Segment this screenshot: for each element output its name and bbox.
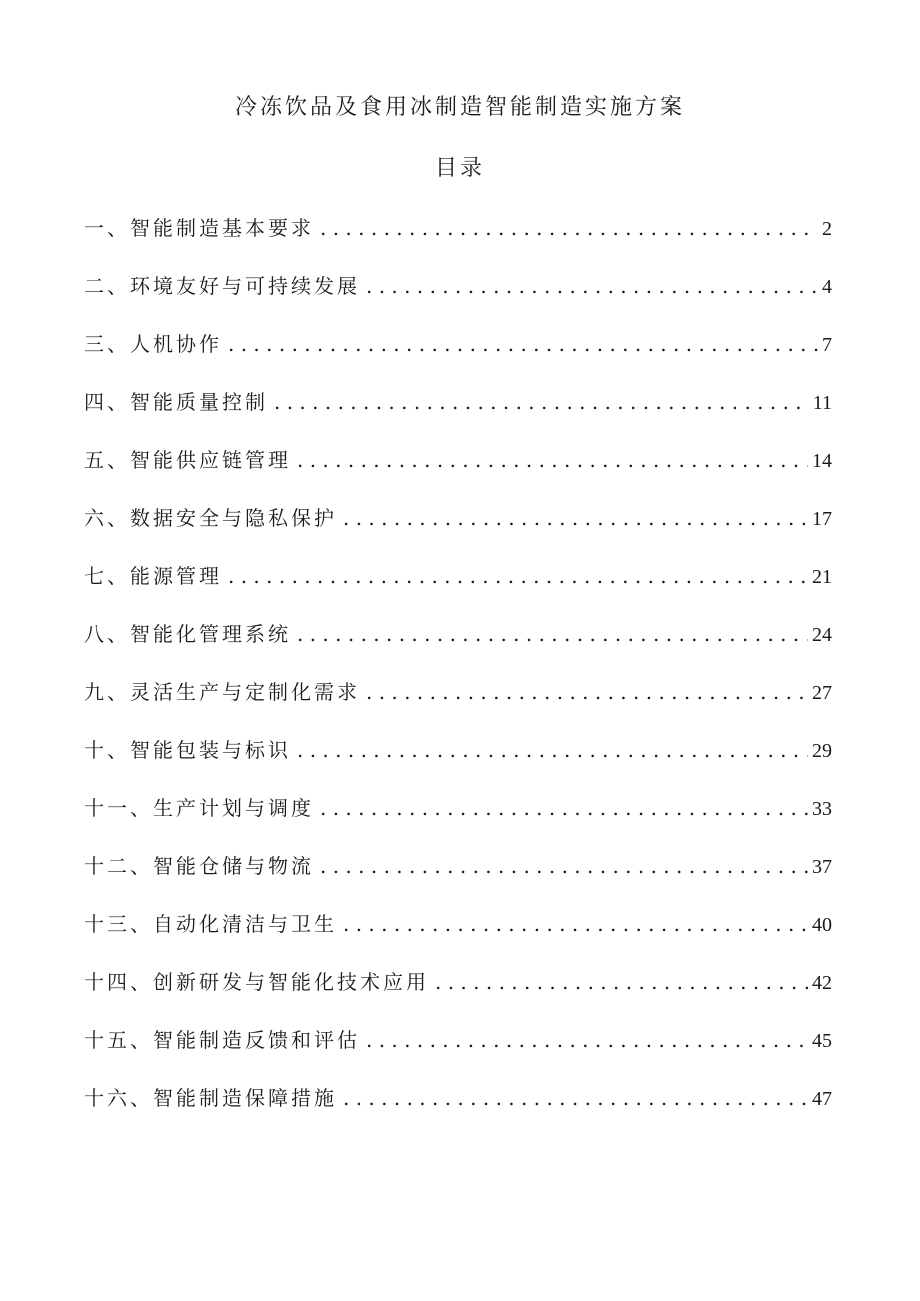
toc-entry-label: 七、能源管理 [84, 564, 222, 588]
toc-entry[interactable] [84, 676, 832, 734]
toc-entry-page: 45 [812, 1030, 832, 1052]
toc-entry-label: 四、智能质量控制 [84, 390, 268, 414]
toc-entry[interactable] [84, 270, 832, 328]
toc-entry[interactable] [84, 966, 832, 1024]
toc-entry[interactable] [84, 444, 832, 502]
toc-entry-page: 11 [812, 392, 832, 414]
toc-entry[interactable] [84, 792, 832, 850]
toc-dot-leader [297, 734, 808, 766]
toc-entry-page: 4 [822, 276, 832, 298]
toc-entry-label: 十一、生产计划与调度 [84, 796, 314, 820]
toc-entry-page: 7 [822, 334, 832, 356]
toc-entry-label: 五、智能供应链管理 [84, 448, 291, 472]
toc-entry-page: 29 [812, 740, 832, 762]
toc-entry[interactable] [84, 502, 832, 560]
toc-entry[interactable] [84, 328, 832, 386]
toc-heading: 目录 [434, 156, 485, 181]
toc-dot-leader [435, 966, 808, 998]
toc-dot-leader [320, 212, 818, 244]
toc-entry[interactable] [84, 560, 832, 618]
toc-dot-leader [274, 386, 809, 418]
toc-entry-page: 37 [812, 856, 832, 878]
toc-entry-page: 42 [812, 972, 832, 994]
toc-dot-leader [228, 560, 808, 592]
toc-entry-label: 十五、智能制造反馈和评估 [84, 1028, 360, 1052]
toc-dot-leader [297, 444, 808, 476]
toc-entry-page: 17 [812, 508, 832, 530]
toc-dot-leader [320, 850, 808, 882]
document-title: 冷冻饮品及食用冰制造智能制造实施方案 [234, 95, 685, 120]
toc-entry-page: 47 [812, 1088, 832, 1110]
toc-entry-label: 八、智能化管理系统 [84, 622, 291, 646]
toc-entry-page: 40 [812, 914, 832, 936]
toc-entry-label: 九、灵活生产与定制化需求 [84, 680, 360, 704]
toc-entry-label: 十、智能包装与标识 [84, 738, 291, 762]
toc-dot-leader [297, 618, 808, 650]
toc-entry[interactable] [84, 734, 832, 792]
toc-entry[interactable] [84, 850, 832, 908]
toc-entry[interactable] [84, 212, 832, 270]
toc-entry-page: 14 [812, 450, 832, 472]
table-of-contents [84, 212, 832, 1140]
toc-dot-leader [343, 502, 808, 534]
toc-entry[interactable] [84, 908, 832, 966]
toc-entry[interactable] [84, 1024, 832, 1082]
toc-entry-page: 27 [812, 682, 832, 704]
toc-entry-label: 一、智能制造基本要求 [84, 216, 314, 240]
toc-entry-page: 21 [812, 566, 832, 588]
toc-entry-page: 33 [812, 798, 832, 820]
toc-entry-label: 十三、自动化清洁与卫生 [84, 912, 337, 936]
toc-entry-label: 十二、智能仓储与物流 [84, 854, 314, 878]
toc-dot-leader [343, 1082, 808, 1114]
toc-entry[interactable] [84, 386, 832, 444]
toc-entry-page: 2 [822, 218, 832, 240]
toc-entry-label: 六、数据安全与隐私保护 [84, 506, 337, 530]
toc-entry-label: 十四、创新研发与智能化技术应用 [84, 970, 429, 994]
toc-dot-leader [228, 328, 818, 360]
toc-entry-page: 24 [812, 624, 832, 646]
toc-dot-leader [366, 1024, 808, 1056]
toc-entry-label: 二、环境友好与可持续发展 [84, 274, 360, 298]
toc-entry-label: 三、人机协作 [84, 332, 222, 356]
toc-entry[interactable] [84, 618, 832, 676]
toc-dot-leader [320, 792, 808, 824]
toc-dot-leader [366, 676, 808, 708]
toc-dot-leader [343, 908, 808, 940]
toc-entry-label: 十六、智能制造保障措施 [84, 1086, 337, 1110]
toc-dot-leader [366, 270, 818, 302]
toc-entry[interactable] [84, 1082, 832, 1140]
